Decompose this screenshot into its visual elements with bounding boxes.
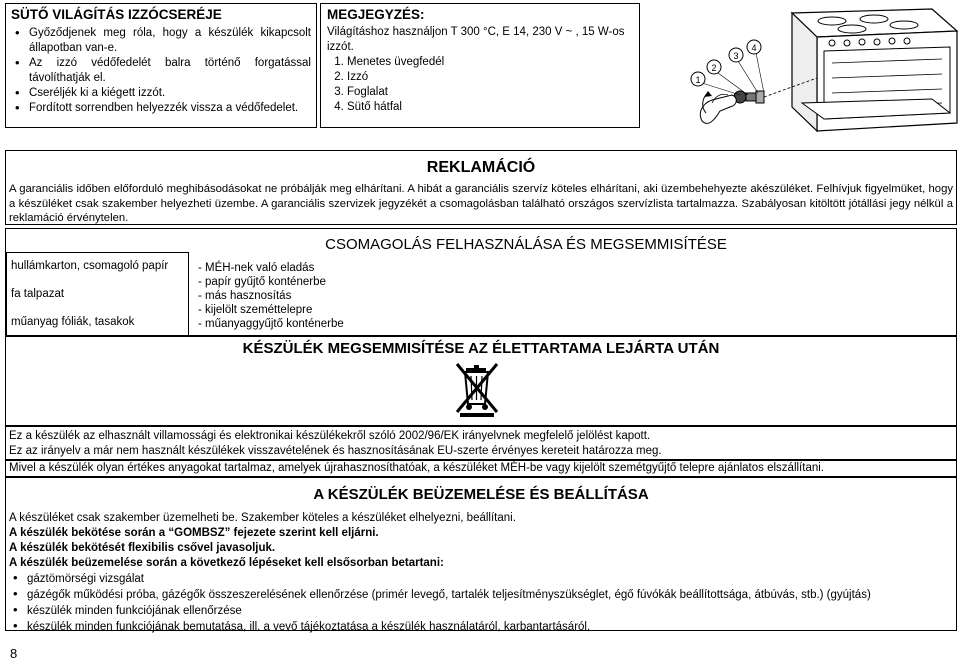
complaint-section	[5, 150, 957, 225]
install-paragraph: A készülék beüzemelése során a következő lépéseket kell elsősorban betartani:	[9, 556, 444, 569]
list-item: 4. Sütő hátfal	[347, 100, 633, 115]
material-item: műanyag fóliák, tasakok	[11, 316, 135, 328]
install-paragraph: A készüléket csak szakember üzemelheti be. Szakember köteles a készüléket elhelyezni, beállítani.	[9, 511, 516, 524]
note-section	[320, 3, 640, 128]
list-item: 3. Foglalat	[347, 85, 633, 100]
list-item: 2. Izzó	[347, 70, 633, 85]
disposal-line: Mivel a készülék olyan értékes anyagokat tartalmaz, amelyek újrahasznosíthatóak, a készüléket MÉH-be vagy kijelölt szemétgyűjtő telepre ajánlatos elszállítani.	[9, 462, 824, 474]
install-paragraph: A készülék bekötését flexibilis csővel javasoljuk.	[9, 541, 276, 554]
list-item: 1. Menetes üvegfedél	[347, 55, 633, 70]
install-steps	[9, 571, 953, 635]
callout-label: 1	[695, 75, 701, 85]
callout-label: 2	[711, 63, 717, 73]
complaint-title: REKLAMÁCIÓ	[426, 159, 536, 176]
note-title: MEGJEGYZÉS:	[327, 7, 425, 22]
material-item: fa talpazat	[11, 288, 65, 300]
use-item: - MÉH-nek való eladás	[198, 262, 315, 274]
callout-label: 4	[751, 43, 757, 53]
oven-illustration	[642, 3, 958, 143]
install-title: A KÉSZÜLÉK BEÜZEMELÉSE ÉS BEÁLLÍTÁSA	[313, 486, 649, 503]
list-item: • Cseréljék ki a kiégett izzót.	[11, 86, 311, 101]
use-item: - papír gyűjtő konténerbe	[198, 276, 326, 288]
packaging-title: CSOMAGOLÁS FELHASZNÁLÁSA ÉS MEGSEMMISÍTÉSE	[325, 236, 727, 253]
use-item: - műanyaggyűjtő konténerbe	[198, 318, 344, 330]
use-item: - kijelölt szeméttelepre	[198, 304, 313, 316]
disposal-title: KÉSZÜLÉK MEGSEMMISÍTÉSE AZ ÉLETTARTAMA LEJÁRTA UTÁN	[242, 340, 720, 357]
material-item: hullámkarton, csomagoló papír	[11, 260, 169, 272]
callout-label: 3	[733, 51, 739, 61]
disposal-note-box	[5, 460, 957, 477]
note-list	[327, 55, 633, 115]
list-item: • gáztömörségi vizsgálat	[9, 571, 953, 587]
bulb-title: SÜTŐ VILÁGÍTÁS IZZÓCSERÉJE	[11, 7, 222, 22]
list-item: • Fordított sorrendben helyezzék vissza a védőfedelet.	[11, 101, 311, 116]
install-paragraph: A készülék bekötése során a “GOMBSZ” fejezete szerint kell eljárni.	[9, 526, 379, 539]
list-item: • készülék minden funkciójának ellenőrzése	[9, 603, 953, 619]
disposal-info-box	[5, 426, 957, 460]
packaging-materials	[6, 252, 189, 336]
install-section	[5, 477, 957, 631]
use-item: - más hasznosítás	[198, 290, 292, 302]
disposal-line: Ez a készülék az elhasznált villamossági és elektronikai készülékekről szóló 2002/96/EK irányelvnek megfelelő jelölést kapott.	[9, 430, 651, 442]
bulb-list	[11, 26, 311, 116]
note-text: Világításhoz használjon T 300 °C, E 14, 230 V ~ , 15 W-os izzót.	[327, 25, 625, 53]
disposal-line: Ez az irányelv a már nem használt készülékek visszavételének és hasznosításának EU-szerte érvényes kereteit határozza meg.	[9, 445, 662, 457]
list-item: • készülék minden funkciójának bemutatása, ill. a vevő tájékoztatása a készülék használatáról, karbantartásáról.	[9, 619, 953, 635]
bulb-section	[5, 3, 317, 128]
packaging-uses	[198, 261, 498, 331]
complaint-text: A garanciális időben előforduló meghibásodásokat ne próbálják meg elhárítani. A hibát a garanciális szervíz köteles elhárítani, aki üzembehehyezte akészüléket. Felhívjuk figyelmüket, hogy a készüléket csak szakember helyezheti üzembe. A garanciális szervizek jegyzékét a csomagolásban található országos szervízlista tartalmazza. Szabályosan kitöltött jótállási jegy nélkül a reklamáció érvénytelen.	[9, 183, 953, 225]
list-item: • Győződjenek meg róla, hogy a készülék kikapcsolt állapotban van-e.	[11, 26, 311, 56]
crossed-bin-icon	[454, 362, 500, 418]
oven-bulb-figure	[642, 3, 958, 143]
list-item: • gázégők működési próba, gázégők összeszerelésének ellenőrzése (primér levegő, tartalék teljesítményszükséglet, égő fúvókák beállítottsága, átbúvás, stb.) (gyújtás)	[9, 587, 953, 603]
page-number: 8	[10, 646, 18, 661]
list-item: • Az izzó védőfedelét balra történő forgatással távolíthatják el.	[11, 56, 311, 86]
